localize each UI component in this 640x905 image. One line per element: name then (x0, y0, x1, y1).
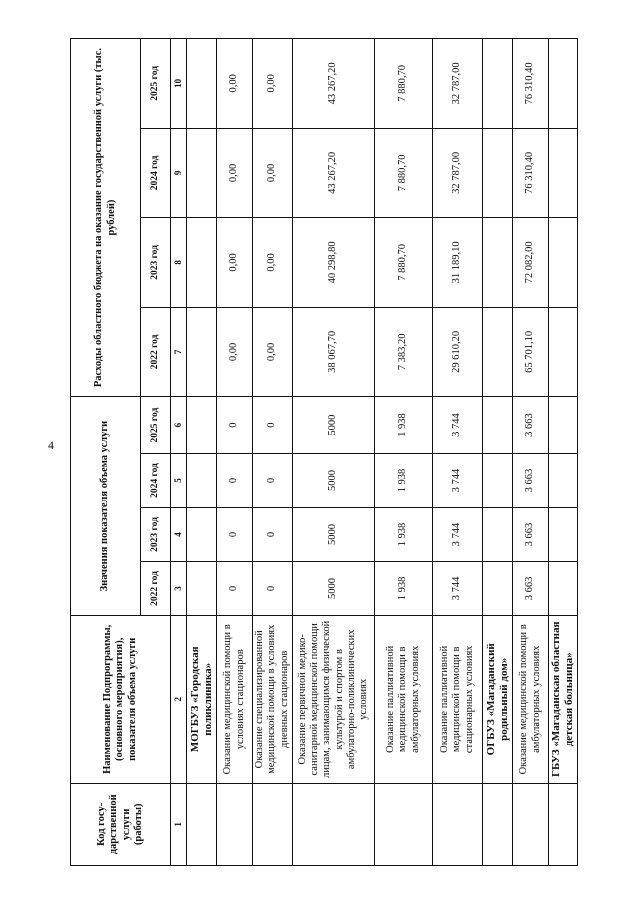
expense-cell: 7 383,20 (375, 307, 433, 397)
organization-row (187, 39, 217, 866)
column-number: 10 (171, 39, 187, 129)
volume-cell: 1 938 (375, 508, 433, 562)
expense-cell: 7 880,70 (375, 39, 433, 129)
code-cell (187, 783, 217, 865)
service-row (513, 39, 549, 866)
volume-cell (483, 397, 513, 454)
volume-cell (483, 508, 513, 562)
service-row (293, 39, 375, 866)
header-volume-group: Значения показателя объема услуги (71, 397, 141, 616)
expense-cell: 0,00 (253, 39, 293, 129)
column-number: 6 (171, 397, 187, 454)
expense-cell: 29 610,20 (433, 307, 483, 397)
volume-cell (187, 454, 217, 508)
volume-cell: 5000 (293, 508, 375, 562)
code-cell (375, 783, 433, 865)
column-number-row (171, 39, 187, 866)
header-expense-group: Расходы областного бюджета на оказание государственной услуги (тыс. рублей) (71, 39, 141, 397)
volume-cell (483, 561, 513, 615)
volume-cell: 0 (253, 454, 293, 508)
volume-cell: 3 744 (433, 508, 483, 562)
expense-cell (187, 307, 217, 397)
volume-cell: 3 663 (513, 508, 549, 562)
expense-cell (549, 307, 578, 397)
volume-cell (187, 508, 217, 562)
volume-cell: 3 744 (433, 561, 483, 615)
header-exp-year: 2025 год (141, 39, 171, 129)
volume-cell (187, 397, 217, 454)
page-number: 4 (48, 438, 54, 452)
expense-cell (483, 307, 513, 397)
name-cell: Оказание медицинской помощи в амбулаторных условиях (513, 615, 549, 783)
column-number: 3 (171, 561, 187, 615)
volume-cell: 0 (217, 454, 253, 508)
expense-cell: 7 880,70 (375, 218, 433, 308)
header-vol-year: 2025 год (141, 397, 171, 454)
expense-cell: 31 189,10 (433, 218, 483, 308)
expense-cell (187, 218, 217, 308)
services-table (70, 38, 578, 866)
expense-cell: 65 701,10 (513, 307, 549, 397)
name-cell: Оказание первичной медико-санитарной медицинской помощи лицам, занимающимся физической культурой и спортом в амбулаторно-поликлинических условиях (293, 615, 375, 783)
code-cell (433, 783, 483, 865)
expense-cell: 38 067,70 (293, 307, 375, 397)
volume-cell: 1 938 (375, 454, 433, 508)
volume-cell (549, 454, 578, 508)
volume-cell (549, 561, 578, 615)
name-cell: МОГБУЗ «Городская поликлиника» (187, 615, 217, 783)
header-vol-year: 2022 год (141, 561, 171, 615)
volume-cell: 3 663 (513, 454, 549, 508)
rotated-table-container (70, 38, 576, 866)
expense-cell: 76 310,40 (513, 39, 549, 129)
header-code: Код госу-дарственной услуги (работы) (71, 783, 171, 865)
code-cell (483, 783, 513, 865)
column-number: 5 (171, 454, 187, 508)
service-row (253, 39, 293, 866)
volume-cell: 1 938 (375, 397, 433, 454)
volume-cell: 3 663 (513, 397, 549, 454)
expense-cell (549, 218, 578, 308)
service-row (375, 39, 433, 866)
expense-cell: 0,00 (217, 307, 253, 397)
column-number: 8 (171, 218, 187, 308)
expense-cell: 76 310,40 (513, 128, 549, 218)
volume-cell (549, 508, 578, 562)
volume-cell: 0 (217, 397, 253, 454)
volume-cell: 3 744 (433, 454, 483, 508)
expense-cell: 0,00 (253, 218, 293, 308)
volume-cell: 5000 (293, 561, 375, 615)
expense-cell: 0,00 (217, 218, 253, 308)
expense-cell (549, 128, 578, 218)
volume-cell: 0 (217, 561, 253, 615)
expense-cell: 0,00 (217, 128, 253, 218)
expense-cell (187, 39, 217, 129)
header-row-1 (71, 39, 141, 866)
expense-cell: 32 787,00 (433, 128, 483, 218)
expense-cell: 40 298,80 (293, 218, 375, 308)
header-vol-year: 2023 год (141, 508, 171, 562)
expense-cell: 0,00 (217, 39, 253, 129)
name-cell: ОГБУЗ «Магаданский родильный дом» (483, 615, 513, 783)
organization-row (549, 39, 578, 866)
expense-cell (549, 39, 578, 129)
volume-cell: 0 (253, 561, 293, 615)
header-exp-year: 2023 год (141, 218, 171, 308)
code-cell (513, 783, 549, 865)
expense-cell: 32 787,00 (433, 39, 483, 129)
header-vol-year: 2024 год (141, 454, 171, 508)
code-cell (253, 783, 293, 865)
volume-cell: 0 (217, 508, 253, 562)
expense-cell: 72 082,00 (513, 218, 549, 308)
expense-cell: 43 267,20 (293, 39, 375, 129)
organization-row (483, 39, 513, 866)
volume-cell: 0 (253, 397, 293, 454)
name-cell: Оказание медицинской помощи в условиях стационаров (217, 615, 253, 783)
volume-cell (187, 561, 217, 615)
column-number: 2 (171, 615, 187, 783)
volume-cell (483, 454, 513, 508)
volume-cell: 3 663 (513, 561, 549, 615)
header-exp-year: 2024 год (141, 128, 171, 218)
expense-cell: 7 880,70 (375, 128, 433, 218)
name-cell: Оказание паллиативной медицинской помощи в стационарных условиях (433, 615, 483, 783)
expense-cell: 43 267,20 (293, 128, 375, 218)
expense-cell (187, 128, 217, 218)
expense-cell: 0,00 (253, 128, 293, 218)
name-cell: Оказание паллиативной медицинской помощи в амбулаторных условиях (375, 615, 433, 783)
expense-cell (483, 218, 513, 308)
volume-cell (549, 397, 578, 454)
code-cell (217, 783, 253, 865)
column-number: 4 (171, 508, 187, 562)
code-cell (549, 783, 578, 865)
name-cell: ГБУЗ «Магаданская областная детская больница» (549, 615, 578, 783)
name-cell: Оказание специализированной медицинской помощи в условиях дневных стационаров (253, 615, 293, 783)
header-name: Наименование Подпрограммы, (основного мероприятия), показателя объема услуги (71, 615, 171, 783)
header-exp-year: 2022 год (141, 307, 171, 397)
expense-cell: 0,00 (253, 307, 293, 397)
service-row (217, 39, 253, 866)
column-number: 1 (171, 783, 187, 865)
volume-cell: 0 (253, 508, 293, 562)
column-number: 9 (171, 128, 187, 218)
volume-cell: 1 938 (375, 561, 433, 615)
volume-cell: 5000 (293, 397, 375, 454)
volume-cell: 5000 (293, 454, 375, 508)
expense-cell (483, 39, 513, 129)
expense-cell (483, 128, 513, 218)
code-cell (293, 783, 375, 865)
service-row (433, 39, 483, 866)
volume-cell: 3 744 (433, 397, 483, 454)
column-number: 7 (171, 307, 187, 397)
